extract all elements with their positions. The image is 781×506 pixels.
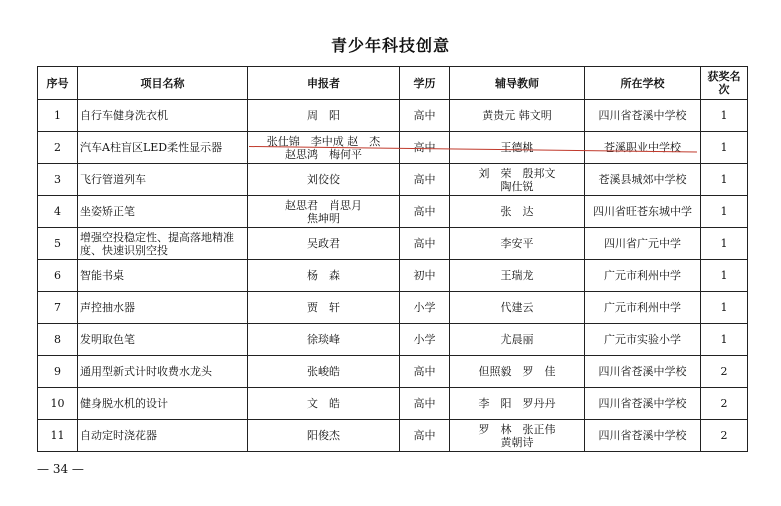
cell-rank: 1: [701, 260, 748, 292]
cell-education: 小学: [400, 292, 450, 324]
cell-teacher: [450, 228, 585, 260]
cell-applicant-line: 吴政君: [307, 237, 340, 250]
header-applicant: 申报者: [248, 67, 400, 100]
cell-teacher-line: 李安平: [500, 237, 534, 250]
cell-teacher-line: 王德桃: [500, 141, 534, 154]
cell-school: 四川省广元中学: [585, 228, 701, 260]
cell-teacher: [450, 388, 585, 420]
cell-school: 广元市利州中学: [585, 292, 701, 324]
cell-index: 4: [38, 196, 78, 228]
cell-education: 高中: [400, 420, 450, 452]
cell-project: 自动定时浇花器: [78, 420, 248, 452]
cell-education: 高中: [400, 196, 450, 228]
cell-applicant-line: 张峻皓: [307, 365, 340, 378]
cell-teacher: [450, 420, 585, 452]
cell-applicant: [248, 356, 400, 388]
cell-school: 苍溪职业中学校: [585, 132, 701, 164]
cell-education: 小学: [400, 324, 450, 356]
cell-project: 健身脱水机的设计: [78, 388, 248, 420]
cell-education: 高中: [400, 228, 450, 260]
cell-school: 四川省苍溪中学校: [585, 388, 701, 420]
cell-applicant-line: 周 阳: [307, 109, 340, 122]
cell-teacher-line: 刘 荣 殷邦文: [478, 166, 556, 180]
header-education: 学历: [400, 67, 450, 100]
cell-project: 通用型新式计时收费水龙头: [78, 356, 248, 388]
cell-applicant: [248, 164, 400, 196]
cell-applicant: [248, 100, 400, 132]
cell-index: 6: [38, 260, 78, 292]
cell-teacher: [450, 100, 585, 132]
cell-applicant-line: 刘佼佼: [307, 173, 340, 186]
cell-applicant-line: 文 皓: [307, 397, 340, 410]
table-row: [38, 260, 748, 292]
cell-applicant-line: 赵思鸿 梅何平: [285, 147, 362, 161]
cell-project: 汽车A柱盲区LED柔性显示器: [78, 132, 248, 164]
page-number: — 34 —: [37, 462, 84, 476]
table-row: [38, 420, 748, 452]
cell-applicant-line: 阳俊杰: [307, 429, 340, 442]
cell-education: 高中: [400, 388, 450, 420]
cell-index: 1: [38, 100, 78, 132]
cell-teacher-line: 王瑞龙: [500, 269, 534, 282]
cell-education: 高中: [400, 164, 450, 196]
cell-applicant: [248, 228, 400, 260]
cell-index: 11: [38, 420, 78, 452]
cell-rank: 1: [701, 132, 748, 164]
cell-teacher-line: 黄贵元 韩文明: [482, 109, 552, 122]
cell-rank: 2: [701, 356, 748, 388]
header-index: 序号: [38, 67, 78, 100]
cell-teacher: [450, 164, 585, 196]
cell-rank: 2: [701, 388, 748, 420]
cell-teacher: [450, 292, 585, 324]
cell-project: 发明取色笔: [78, 324, 248, 356]
cell-teacher-line: 李 阳 罗丹丹: [478, 397, 556, 410]
cell-school: 广元市利州中学: [585, 260, 701, 292]
cell-index: 8: [38, 324, 78, 356]
cell-teacher-line: 罗 林 张正伟: [478, 422, 556, 436]
cell-index: 7: [38, 292, 78, 324]
cell-project: 坐姿矫正笔: [78, 196, 248, 228]
cell-applicant: [248, 388, 400, 420]
cell-teacher-line: 但照毅 罗 佳: [478, 365, 556, 378]
cell-applicant-line: 徐琰峰: [307, 333, 340, 346]
cell-applicant-line: 张仕锦 李中成 赵 杰: [266, 134, 381, 148]
header-teacher: 辅导教师: [450, 67, 585, 100]
cell-applicant: [248, 292, 400, 324]
cell-index: 3: [38, 164, 78, 196]
table-row: [38, 228, 748, 260]
table-row: [38, 196, 748, 228]
cell-rank: 1: [701, 324, 748, 356]
cell-applicant: [248, 324, 400, 356]
cell-teacher-line: 代建云: [500, 301, 534, 314]
cell-index: 9: [38, 356, 78, 388]
cell-applicant: [248, 260, 400, 292]
cell-school: 四川省苍溪中学校: [585, 356, 701, 388]
cell-project: 智能书桌: [78, 260, 248, 292]
cell-school: 四川省旺苍东城中学: [585, 196, 701, 228]
cell-index: 5: [38, 228, 78, 260]
cell-project: 增强空投稳定性、提高落地精准度、快速识别空投: [78, 228, 248, 260]
cell-teacher-line: 黄朝诗: [500, 435, 534, 449]
cell-education: 高中: [400, 132, 450, 164]
cell-teacher-line: 张 达: [500, 205, 534, 218]
cell-applicant: [248, 196, 400, 228]
table-row: [38, 164, 748, 196]
cell-index: 2: [38, 132, 78, 164]
cell-teacher-line: 尤晨丽: [500, 333, 534, 346]
cell-rank: 1: [701, 196, 748, 228]
cell-applicant-line: 杨 森: [307, 269, 340, 282]
table-row: [38, 388, 748, 420]
cell-project: 飞行管道列车: [78, 164, 248, 196]
cell-education: 高中: [400, 100, 450, 132]
cell-teacher: [450, 132, 585, 164]
cell-index: 10: [38, 388, 78, 420]
table-row: [38, 324, 748, 356]
cell-teacher: [450, 356, 585, 388]
header-school: 所在学校: [585, 67, 701, 100]
cell-school: 四川省苍溪中学校: [585, 100, 701, 132]
cell-applicant-line: 焦坤明: [307, 211, 340, 225]
cell-teacher: [450, 196, 585, 228]
table-header-row: [38, 67, 748, 100]
table-row: [38, 356, 748, 388]
cell-rank: 1: [701, 292, 748, 324]
header-project: 项目名称: [78, 67, 248, 100]
cell-applicant: [248, 420, 400, 452]
cell-teacher-line: 陶仕锐: [500, 179, 534, 193]
cell-project: 自行车健身洗衣机: [78, 100, 248, 132]
cell-education: 初中: [400, 260, 450, 292]
cell-applicant-line: 贾 轩: [307, 301, 340, 314]
cell-rank: 1: [701, 228, 748, 260]
table-body: [38, 100, 748, 452]
cell-rank: 1: [701, 164, 748, 196]
cell-applicant-line: 赵思君 肖思月: [285, 198, 362, 212]
cell-teacher: [450, 324, 585, 356]
cell-teacher: [450, 260, 585, 292]
cell-school: 苍溪县城郊中学校: [585, 164, 701, 196]
table-row: [38, 100, 748, 132]
cell-rank: 1: [701, 100, 748, 132]
header-rank: 获奖名次: [701, 67, 748, 100]
cell-rank: 2: [701, 420, 748, 452]
page-title: 青少年科技创意: [330, 36, 450, 55]
cell-school: 四川省苍溪中学校: [585, 420, 701, 452]
cell-school: 广元市实验小学: [585, 324, 701, 356]
cell-project: 声控抽水器: [78, 292, 248, 324]
cell-education: 高中: [400, 356, 450, 388]
table-row: [38, 292, 748, 324]
award-table: [37, 66, 748, 452]
